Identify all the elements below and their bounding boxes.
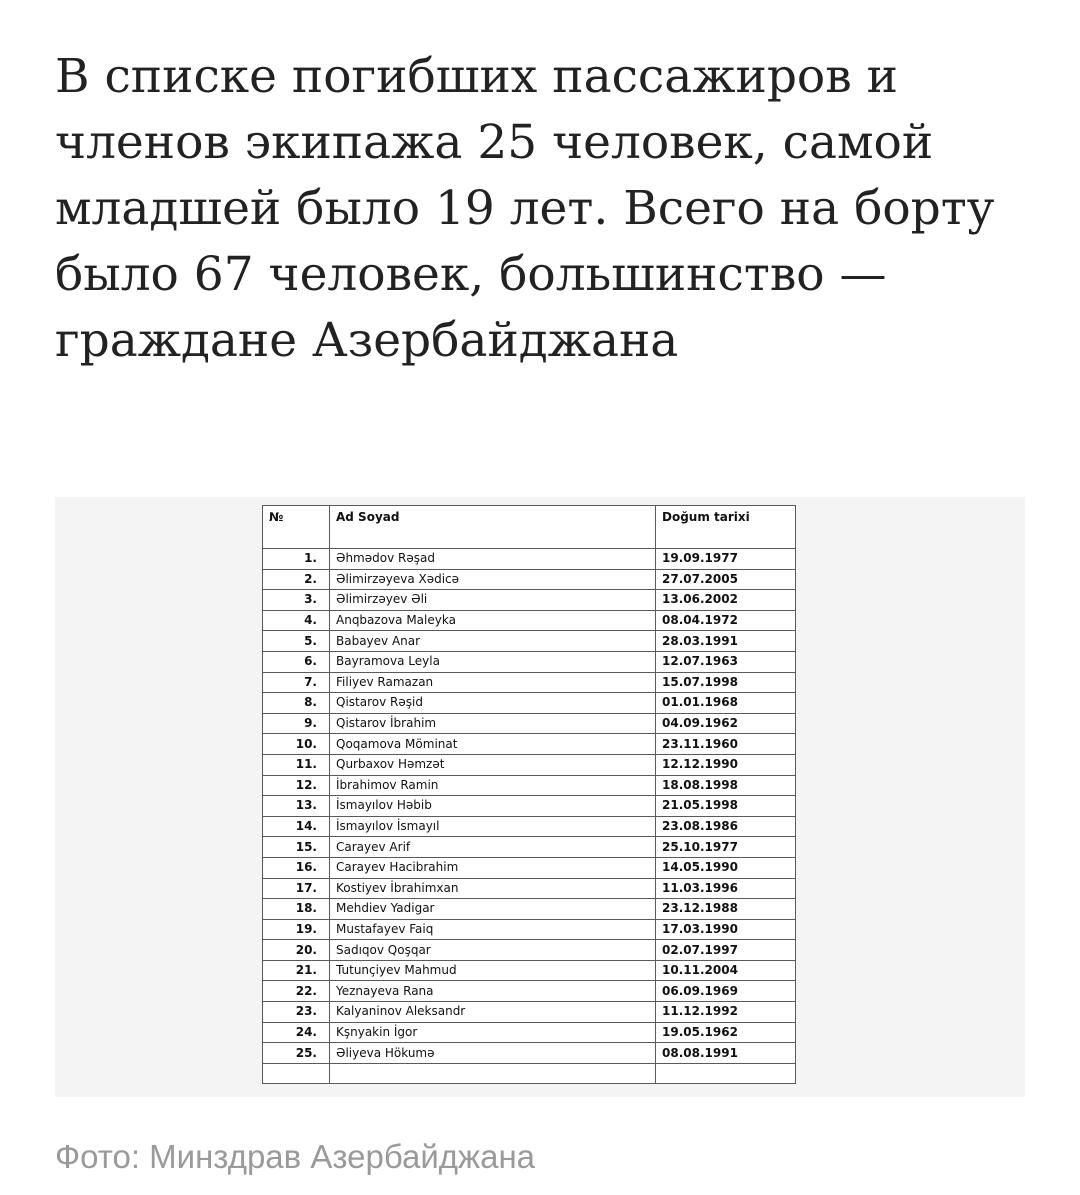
table-row	[263, 857, 796, 878]
table-row	[263, 878, 796, 899]
table-row	[263, 734, 796, 755]
row-birthdate	[656, 1063, 796, 1084]
row-name: Qistarov Rəşid	[330, 693, 656, 714]
row-number	[263, 1063, 330, 1084]
table-row	[263, 631, 796, 652]
row-birthdate: 12.07.1963	[656, 651, 796, 672]
row-name: Bayramova Leyla	[330, 651, 656, 672]
row-name: İbrahimov Ramin	[330, 775, 656, 796]
row-name: Carayev Hacibrahim	[330, 857, 656, 878]
row-name: Kalyaninov Aleksandr	[330, 1002, 656, 1023]
row-birthdate: 21.05.1998	[656, 796, 796, 817]
row-birthdate: 17.03.1990	[656, 919, 796, 940]
table-row	[263, 981, 796, 1002]
table-row	[263, 610, 796, 631]
row-number: 11.	[263, 754, 330, 775]
table-row	[263, 837, 796, 858]
row-birthdate: 28.03.1991	[656, 631, 796, 652]
row-name: Tutunçiyev Mahmud	[330, 960, 656, 981]
document-photo	[55, 497, 1025, 1097]
row-number: 18.	[263, 899, 330, 920]
row-birthdate: 08.08.1991	[656, 1043, 796, 1064]
table-row	[263, 672, 796, 693]
row-birthdate: 06.09.1969	[656, 981, 796, 1002]
column-header-number: №	[263, 506, 330, 549]
row-number: 9.	[263, 713, 330, 734]
row-birthdate: 02.07.1997	[656, 940, 796, 961]
row-birthdate: 15.07.1998	[656, 672, 796, 693]
table-row	[263, 940, 796, 961]
table-header-row	[263, 506, 796, 549]
row-number: 22.	[263, 981, 330, 1002]
table-row	[263, 713, 796, 734]
table-row	[263, 1043, 796, 1064]
table-body	[263, 549, 796, 1084]
row-number: 24.	[263, 1022, 330, 1043]
table-row	[263, 549, 796, 570]
row-birthdate: 08.04.1972	[656, 610, 796, 631]
row-name: Carayev Arif	[330, 837, 656, 858]
row-number: 15.	[263, 837, 330, 858]
row-name: Kşnyakin İgor	[330, 1022, 656, 1043]
table-row	[263, 960, 796, 981]
row-number: 14.	[263, 816, 330, 837]
row-number: 13.	[263, 796, 330, 817]
row-number: 5.	[263, 631, 330, 652]
row-name: Əhmədov Rəşad	[330, 549, 656, 570]
row-name: Babayev Anar	[330, 631, 656, 652]
row-birthdate: 04.09.1962	[656, 713, 796, 734]
row-number: 4.	[263, 610, 330, 631]
row-number: 19.	[263, 919, 330, 940]
row-name: Filiyev Ramazan	[330, 672, 656, 693]
table-row	[263, 569, 796, 590]
row-name: Əliyeva Hökumə	[330, 1043, 656, 1064]
row-number: 1.	[263, 549, 330, 570]
row-number: 8.	[263, 693, 330, 714]
row-birthdate: 23.11.1960	[656, 734, 796, 755]
row-name	[330, 1063, 656, 1084]
row-number: 25.	[263, 1043, 330, 1064]
row-name: Qoqamova Möminat	[330, 734, 656, 755]
row-birthdate: 11.12.1992	[656, 1002, 796, 1023]
row-name: Kostiyev İbrahimxan	[330, 878, 656, 899]
row-number: 17.	[263, 878, 330, 899]
row-birthdate: 19.09.1977	[656, 549, 796, 570]
row-birthdate: 11.03.1996	[656, 878, 796, 899]
table-row	[263, 796, 796, 817]
row-name: Əlimirzəyeva Xədicə	[330, 569, 656, 590]
row-birthdate: 14.05.1990	[656, 857, 796, 878]
table-row	[263, 1022, 796, 1043]
row-number: 6.	[263, 651, 330, 672]
row-birthdate: 25.10.1977	[656, 837, 796, 858]
row-name: Anqbazova Maleyka	[330, 610, 656, 631]
row-birthdate: 01.01.1968	[656, 693, 796, 714]
photo-caption: Фото: Минздрав Азербайджана	[55, 1138, 536, 1175]
row-number: 12.	[263, 775, 330, 796]
victims-table	[262, 505, 796, 1084]
row-birthdate: 23.12.1988	[656, 899, 796, 920]
row-name: Mehdiev Yadigar	[330, 899, 656, 920]
table-row	[263, 590, 796, 611]
table-row	[263, 919, 796, 940]
row-name: İsmayılov Həbib	[330, 796, 656, 817]
table-row	[263, 899, 796, 920]
row-number: 16.	[263, 857, 330, 878]
row-number: 21.	[263, 960, 330, 981]
row-birthdate: 27.07.2005	[656, 569, 796, 590]
row-name: Qurbaxov Həmzət	[330, 754, 656, 775]
row-number: 7.	[263, 672, 330, 693]
row-number: 23.	[263, 1002, 330, 1023]
row-number: 2.	[263, 569, 330, 590]
row-birthdate: 12.12.1990	[656, 754, 796, 775]
row-name: Sadıqov Qoşqar	[330, 940, 656, 961]
row-name: İsmayılov İsmayıl	[330, 816, 656, 837]
row-birthdate: 10.11.2004	[656, 960, 796, 981]
column-header-name: Ad Soyad	[330, 506, 656, 549]
table-row	[263, 651, 796, 672]
table-row	[263, 1002, 796, 1023]
row-birthdate: 18.08.1998	[656, 775, 796, 796]
row-name: Qistarov İbrahim	[330, 713, 656, 734]
table-row	[263, 775, 796, 796]
table-row	[263, 1063, 796, 1084]
article-headline: В списке погибших пассажиров и членов экипажа 25 человек, самой младшей было 19 лет. Всего на борту было 67 человек, большинство — граждане Азербайджана	[55, 49, 995, 368]
table-row	[263, 816, 796, 837]
row-number: 10.	[263, 734, 330, 755]
column-header-birthdate: Doğum tarixi	[656, 506, 796, 549]
row-birthdate: 23.08.1986	[656, 816, 796, 837]
table-row	[263, 754, 796, 775]
row-number: 20.	[263, 940, 330, 961]
row-number: 3.	[263, 590, 330, 611]
row-name: Əlimirzəyev Əli	[330, 590, 656, 611]
table-row	[263, 693, 796, 714]
row-birthdate: 19.05.1962	[656, 1022, 796, 1043]
row-name: Mustafayev Faiq	[330, 919, 656, 940]
row-name: Yeznayeva Rana	[330, 981, 656, 1002]
row-birthdate: 13.06.2002	[656, 590, 796, 611]
